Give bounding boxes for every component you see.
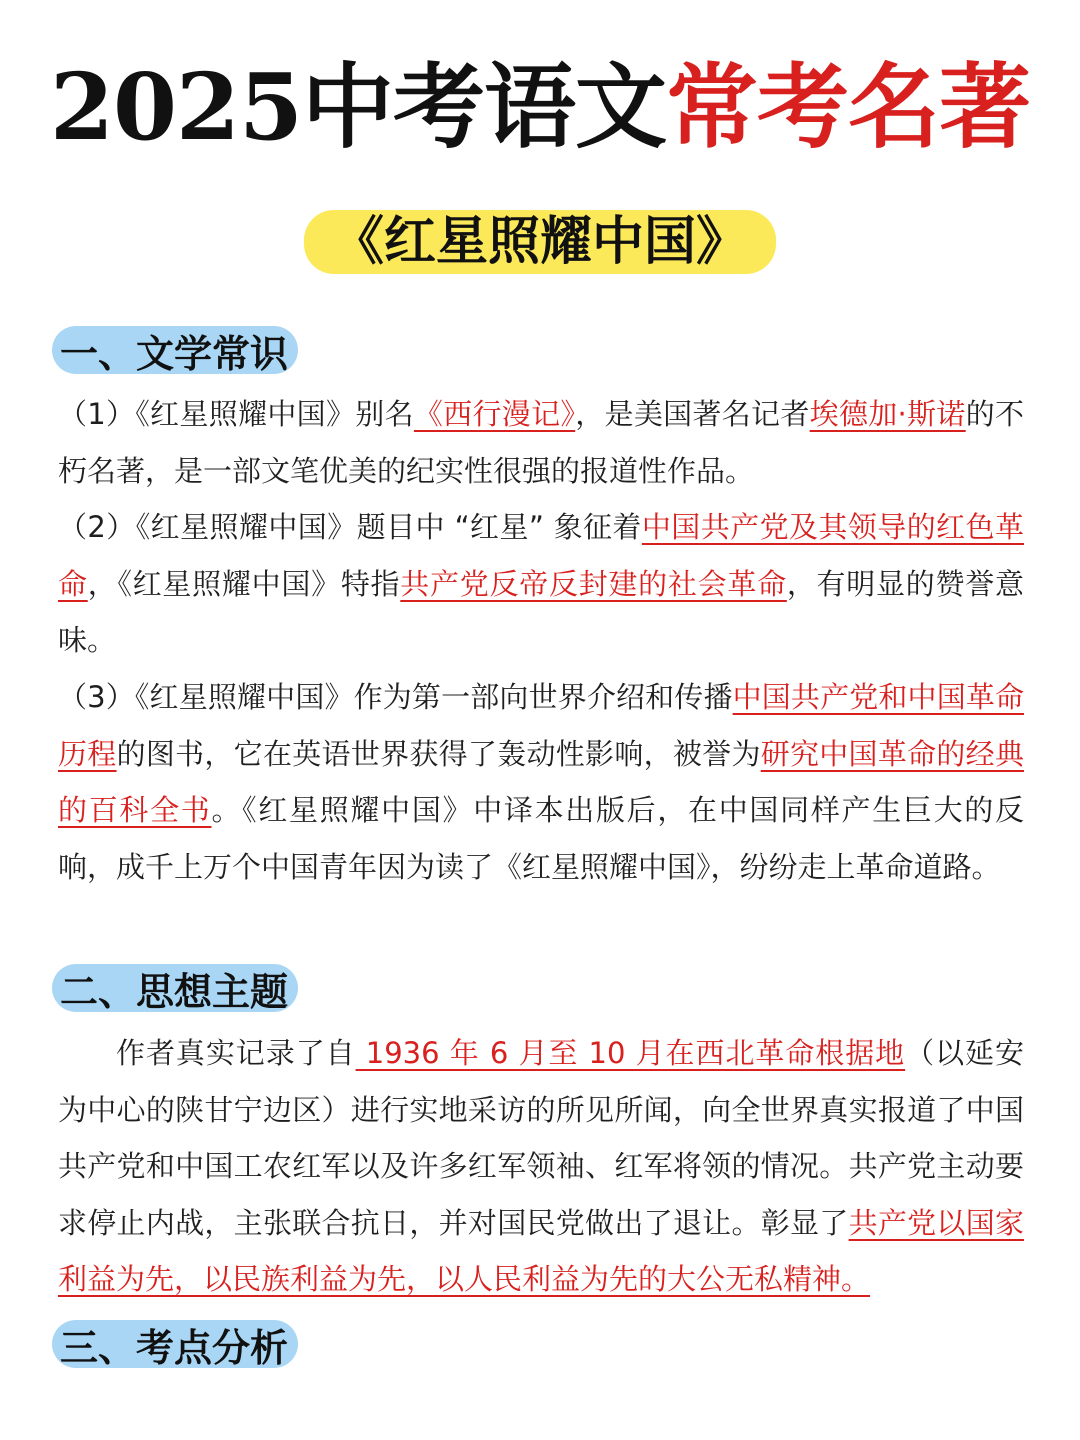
highlighted-text: 埃德加·斯诺 bbox=[809, 397, 966, 431]
text-segment: 的图书，它在英语世界获得了轰动性影响，被誉为 bbox=[116, 736, 761, 771]
section-heading-analysis bbox=[52, 1318, 288, 1370]
text-segment: 作者真实记录了自 bbox=[116, 1036, 356, 1070]
highlighted-text: 共产党以国家利益为先，以民族利益为先，以人民利益为先的大公无私精神。 bbox=[58, 1205, 1024, 1297]
highlighted-text: 中国共产党和中国革命历程 bbox=[58, 679, 1024, 771]
section1-body bbox=[58, 386, 1024, 895]
highlighted-text: 研究中国革命的经典的百科全书 bbox=[58, 736, 1024, 828]
text-segment: （以延安为中心的陕甘宁边区）进行实地采访的所见所闻，向全世界真实报道了中国共产党和中国工农红军以及许多红军领袖、红军将领的情况。共产党主动要求停止内战，主张联合抗日，并对国民党做出了退让。彰显了 bbox=[58, 1036, 1024, 1240]
highlighted-text: 1936 年 6 月至 10 月在西北革命根据地 bbox=[355, 1036, 906, 1070]
paragraph bbox=[58, 1025, 1024, 1308]
section2-body bbox=[58, 1025, 1024, 1308]
section-heading-theme bbox=[52, 962, 288, 1014]
section-heading-text: 一、文学常识 bbox=[60, 331, 289, 376]
text-segment: ，是美国著名记者 bbox=[575, 397, 810, 431]
text-segment: 的不朽名著，是一部文笔优美的纪实性很强的报道性作品。 bbox=[58, 397, 1024, 488]
highlighted-text: 《西行漫记》 bbox=[413, 397, 576, 431]
highlighted-text: 共产党反帝反封建的社会革命 bbox=[400, 566, 787, 601]
title-black-part: 2025中考语文 bbox=[49, 53, 667, 161]
section-heading-text: 三、考点分析 bbox=[60, 1325, 289, 1370]
text-segment: （1）《红星照耀中国》别名 bbox=[58, 397, 414, 431]
page-title bbox=[0, 52, 1080, 162]
book-title: 《红星照耀中国》 bbox=[304, 210, 776, 274]
text-segment: （2）《红星照耀中国》题目中 “红星” 象征着 bbox=[58, 510, 642, 545]
section-heading-text: 二、思想主题 bbox=[60, 969, 289, 1014]
text-segment: （3）《红星照耀中国》作为第一部向世界介绍和传播 bbox=[58, 679, 733, 714]
text-segment: ，《红星照耀中国》特指 bbox=[87, 566, 401, 601]
paragraph bbox=[58, 386, 1024, 499]
text-segment: ，有明显的赞誉意味。 bbox=[58, 566, 1024, 658]
paragraph bbox=[58, 499, 1024, 669]
book-title-wrap bbox=[0, 210, 1080, 274]
title-red-part: 常考名著 bbox=[666, 53, 1031, 161]
paragraph bbox=[58, 669, 1024, 895]
highlighted-text: 中国共产党及其领导的红色革命 bbox=[58, 510, 1024, 601]
text-segment: 。《红星照耀中国》中译本出版后，在中国同样产生巨大的反响，成千上万个中国青年因为读了《红星照耀中国》，纷纷走上革命道路。 bbox=[58, 793, 1024, 884]
section-heading-literary bbox=[52, 324, 288, 376]
